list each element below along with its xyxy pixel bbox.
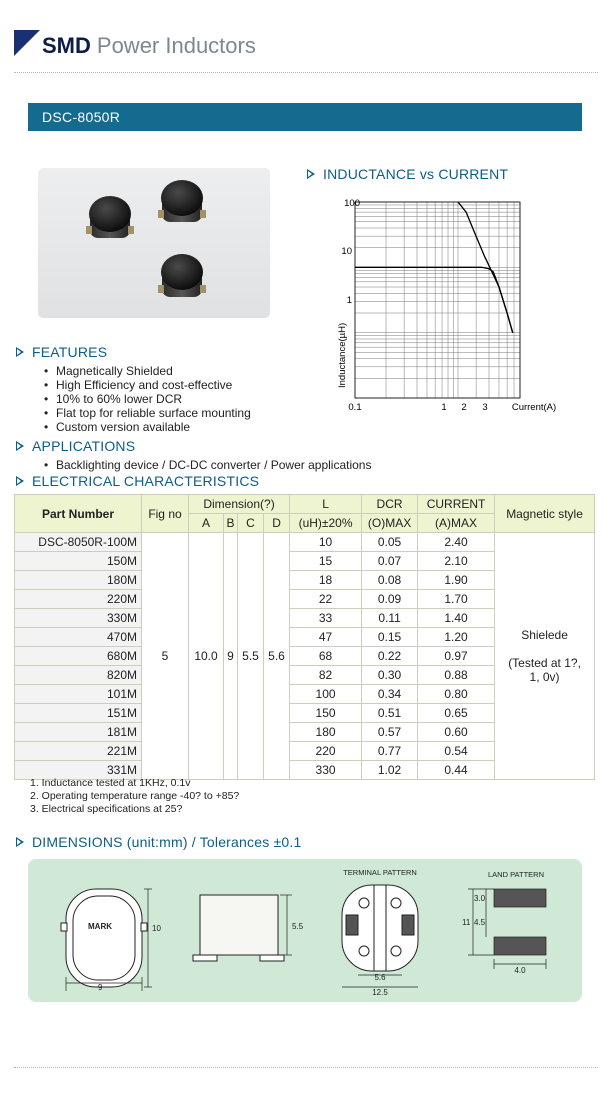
current-cell: 2.40 [418,533,495,552]
feature-item: • 10% to 60% lower DCR [42,392,251,406]
dcr-cell: 0.11 [362,609,418,628]
col-part-number: Part Number [15,495,142,533]
current-cell: 0.44 [418,761,495,780]
graph-grid [355,202,520,398]
part-number-cell: 180M [15,571,142,590]
col-magnetic-style: Magnetic style [495,495,595,533]
col-l: L [290,495,362,514]
terminal-pattern-title: TERMINAL PATTERN [343,868,417,877]
dcr-cell: 0.34 [362,685,418,704]
footer-divider [14,1067,598,1068]
triangle-bullet-icon [16,476,24,486]
triangle-bullet-icon [307,169,315,179]
graph-title: INDUCTANCE vs CURRENT [323,166,509,182]
features-list [42,364,251,434]
y-tick-1: 1 [346,295,352,306]
dimensions-title: DIMENSIONS (unit:mm) / Tolerances ±0.1 [32,834,302,850]
x-axis-label: Current(A) [511,402,557,413]
inductance-current-graph [330,190,600,415]
note-item: 1. Inductance tested at 1KHz, 0.1v [30,777,191,789]
dimensions-heading [16,834,301,850]
col-fig-no: Fig no [142,495,189,533]
electrical-title: ELECTRICAL CHARACTERISTICS [32,473,260,489]
current-cell: 1.90 [418,571,495,590]
side-height-label: 5.5 [292,922,304,931]
col-current-unit: (A)MAX [418,514,495,533]
col-l-unit: (uH)±20% [290,514,362,533]
terminal-outer-width: 12.5 [372,988,388,997]
page-title [14,28,256,64]
top-height-label: 10 [152,924,161,933]
feature-item: • Flat top for reliable surface mounting [42,406,251,420]
col-dim-c: C [238,514,264,533]
l-cell: 47 [290,628,362,647]
features-heading [16,344,107,360]
l-cell: 100 [290,685,362,704]
magnetic-test-note: (Tested at 1?, 1, 0v) [508,656,581,684]
dcr-cell: 0.22 [362,647,418,666]
x-tick-1: 1 [441,402,447,413]
l-cell: 68 [290,647,362,666]
terminal-pattern-drawing [342,885,418,987]
terminal-inner-width: 5.6 [374,973,386,982]
land-pad-height: 3.0 [474,894,486,903]
mark-label: MARK [88,922,112,931]
part-number-cell: 470M [15,628,142,647]
part-number-cell: 220M [15,590,142,609]
part-number-cell: 330M [15,609,142,628]
y-axis-label: Inductance(µH) [337,322,348,388]
col-dcr: DCR [362,495,418,514]
part-number-cell: 101M [15,685,142,704]
product-photo [38,168,270,318]
part-number-cell: 331M [15,761,142,780]
table-row [15,533,595,552]
application-item: • Backlighting device / DC-DC converter / Power applications [42,458,371,472]
magnetic-style-value: Shielede [521,628,568,642]
col-dim-d: D [264,514,290,533]
land-total-height: 11 [462,918,471,927]
electrical-table [14,494,595,780]
applications-list [42,458,371,472]
l-cell: 150 [290,704,362,723]
applications-heading [16,438,135,454]
side-view-drawing [193,895,292,961]
dim-d-cell: 5.6 [264,533,290,780]
title-corner-mark [14,30,40,56]
dcr-cell: 0.09 [362,590,418,609]
l-cell: 180 [290,723,362,742]
l-cell: 22 [290,590,362,609]
land-pattern-title: LAND PATTERN [488,870,544,879]
page-title-light: Power Inductors [96,33,256,58]
current-cell: 0.60 [418,723,495,742]
dcr-cell: 0.08 [362,571,418,590]
fig-no-cell: 5 [142,533,189,780]
notes [30,777,239,816]
dcr-cell: 0.05 [362,533,418,552]
part-number-cell: 820M [15,666,142,685]
y-tick-10: 10 [341,246,352,257]
l-cell: 33 [290,609,362,628]
l-cell: 15 [290,552,362,571]
dcr-cell: 1.02 [362,761,418,780]
x-tick-2: 2 [461,402,467,413]
dim-b-cell: 9 [224,533,238,780]
note-item: 3. Electrical specifications at 25? [30,803,183,815]
dcr-cell: 0.57 [362,723,418,742]
x-tick-3: 3 [482,402,488,413]
triangle-bullet-icon [16,837,24,847]
l-cell: 18 [290,571,362,590]
current-cell: 0.54 [418,742,495,761]
feature-item: • High Efficiency and cost-effective [42,378,251,392]
applications-title: APPLICATIONS [32,438,136,454]
land-pad-width: 4.0 [514,966,526,975]
graph-heading [307,166,508,182]
col-dcr-unit: (O)MAX [362,514,418,533]
current-cell: 0.80 [418,685,495,704]
current-cell: 0.97 [418,647,495,666]
dim-a-cell: 10.0 [189,533,224,780]
l-cell: 220 [290,742,362,761]
dcr-cell: 0.77 [362,742,418,761]
l-cell: 10 [290,533,362,552]
col-current: CURRENT [418,495,495,514]
model-bar [28,103,582,131]
l-cell: 330 [290,761,362,780]
current-cell: 1.70 [418,590,495,609]
current-cell: 1.40 [418,609,495,628]
dcr-cell: 0.15 [362,628,418,647]
part-number-cell: 680M [15,647,142,666]
triangle-bullet-icon [16,441,24,451]
feature-item: • Magnetically Shielded [42,364,251,378]
current-cell: 2.10 [418,552,495,571]
current-cell: 1.20 [418,628,495,647]
part-number-cell: 151M [15,704,142,723]
current-cell: 0.65 [418,704,495,723]
y-tick-100: 100 [344,198,360,209]
part-number-cell: DSC-8050R-100M [15,533,142,552]
page-title-bold: SMD [42,33,91,58]
features-title: FEATURES [32,344,108,360]
dimensions-drawing-panel [28,859,582,1002]
inductor-part-1 [86,196,134,238]
part-number-cell: 150M [15,552,142,571]
model-name: DSC-8050R [42,109,121,125]
electrical-heading [16,473,259,489]
dcr-cell: 0.30 [362,666,418,685]
top-width-label: 9 [98,983,103,992]
inductor-part-3 [158,254,206,297]
magnetic-style-cell [495,533,595,780]
current-cell: 0.88 [418,666,495,685]
col-dim-a: A [189,514,224,533]
part-number-cell: 181M [15,723,142,742]
triangle-bullet-icon [16,347,24,357]
header-divider [14,72,598,73]
dcr-cell: 0.07 [362,552,418,571]
dim-c-cell: 5.5 [238,533,264,780]
inductor-part-2 [158,180,206,222]
col-dimension: Dimension(?) [189,495,290,514]
col-dim-b: B [224,514,238,533]
part-number-cell: 221M [15,742,142,761]
plot-frame [355,202,520,398]
x-tick-0-1: 0.1 [348,402,362,413]
l-cell: 82 [290,666,362,685]
note-item: 2. Operating temperature range -40? to +85? [30,790,240,802]
feature-item: • Custom version available [42,420,251,434]
top-view-drawing [61,889,152,991]
dcr-cell: 0.51 [362,704,418,723]
land-gap-height: 4.5 [474,918,486,927]
